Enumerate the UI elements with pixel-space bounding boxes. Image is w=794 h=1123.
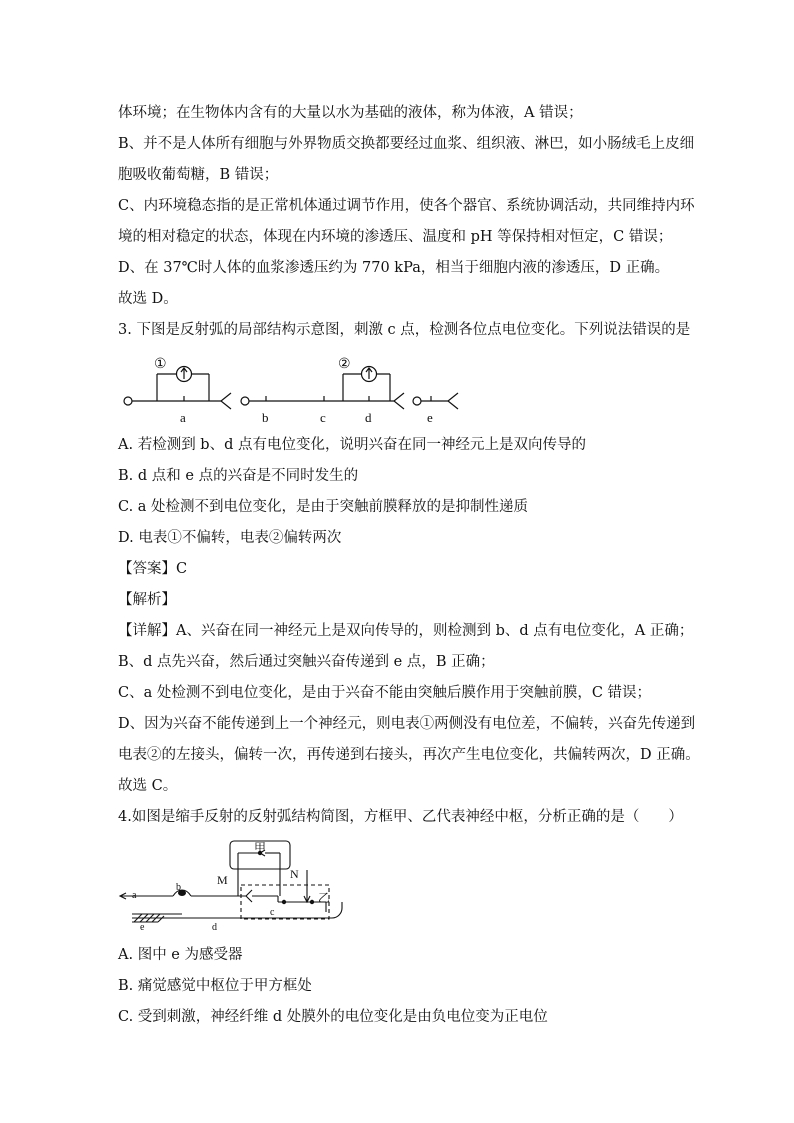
option-4b: B. 痛觉感觉中枢位于甲方框处 <box>118 978 312 994</box>
option-3d: D. 电表①不偏转，电表②偏转两次 <box>118 530 342 546</box>
line-3: 胞吸收葡萄糖，B 错误； <box>118 167 279 183</box>
label-a: a <box>132 890 137 901</box>
figure-reflex-arc-segment <box>118 350 478 432</box>
label-d: d <box>212 922 217 933</box>
option-4c: C. 受到刺激，神经纤维 d 处膜外的电位变化是由负电位变为正电位 <box>118 1009 548 1025</box>
figure-withdrawal-reflex-arc <box>118 838 348 936</box>
box-lower-label: 乙 <box>318 891 331 905</box>
option-3a: A. 若检测到 b、d 点有电位变化，说明兴奋在同一神经元上是双向传导的 <box>118 437 586 453</box>
explanation-line-5: 电表②的左接头，偏转一次，再传递到右接头，再次产生电位变化，共偏转两次，D 正确。 <box>118 747 700 763</box>
point-e-label: e <box>427 410 433 425</box>
label-c: c <box>270 907 275 918</box>
option-3b: B. d 点和 e 点的兴奋是不同时发生的 <box>118 468 359 484</box>
explanation-line-4: D、因为兴奋不能传递到上一个神经元，则电表①两侧没有电位差，不偏转，兴奋先传递到 <box>118 716 696 732</box>
line-5: 境的相对稳定的状态，体现在内环境的渗透压、温度和 pH 等保持相对恒定，C 错误； <box>118 229 673 245</box>
line-6: D、在 37℃时人体的血浆渗透压约为 770 kPa，相当于细胞内液的渗透压，D 正确。 <box>118 260 670 276</box>
explanation-line-1: 【详解】A、兴奋在同一神经元上是双向传导的，则检测到 b、d 点有电位变化，A 正确； <box>118 623 694 639</box>
answer-heading: 【答案】C <box>118 561 188 577</box>
line-7: 故选 D。 <box>118 291 178 307</box>
option-4a: A. 图中 e 为感受器 <box>118 947 243 963</box>
explanation-line-2: B、d 点先兴奋，然后通过突触兴奋传递到 e 点，B 正确； <box>118 654 495 670</box>
point-c-label: c <box>320 410 326 425</box>
box-upper-label: 甲 <box>254 841 267 855</box>
analysis-heading: 【解析】 <box>118 592 176 608</box>
label-n: N <box>290 867 299 881</box>
explanation-conclusion: 故选 C。 <box>118 778 178 794</box>
label-b: b <box>176 882 181 893</box>
explanation-line-3: C、a 处检测不到电位变化，是由于兴奋不能由突触后膜作用于突触前膜，C 错误； <box>118 685 652 701</box>
question-4-stem: 4.如图是缩手反射的反射弧结构简图，方框甲、乙代表神经中枢，分析正确的是（ ） <box>118 809 683 825</box>
label-e: e <box>140 922 145 933</box>
question-3-stem: 3. 下图是反射弧的局部结构示意图，刺激 c 点，检测各位点电位变化。下列说法错误的是 <box>118 322 691 338</box>
label-m: M <box>217 873 228 887</box>
line-4: C、内环境稳态指的是正常机体通过调节作用，使各个器官、系统协调活动，共同维持内环 <box>118 198 695 214</box>
option-3c: C. a 处检测不到电位变化，是由于突触前膜释放的是抑制性递质 <box>118 499 529 515</box>
meter-1-label: ① <box>154 357 167 372</box>
point-b-label: b <box>262 410 269 425</box>
point-d-label: d <box>365 410 372 425</box>
line-1: 体环境；在生物体内含有的大量以水为基础的液体，称为体液，A 错误； <box>118 105 583 121</box>
meter-2-label: ② <box>338 357 351 372</box>
line-2: B、并不是人体所有细胞与外界物质交换都要经过血浆、组织液、淋巴，如小肠绒毛上皮细 <box>118 136 695 152</box>
point-a-label: a <box>180 410 186 425</box>
